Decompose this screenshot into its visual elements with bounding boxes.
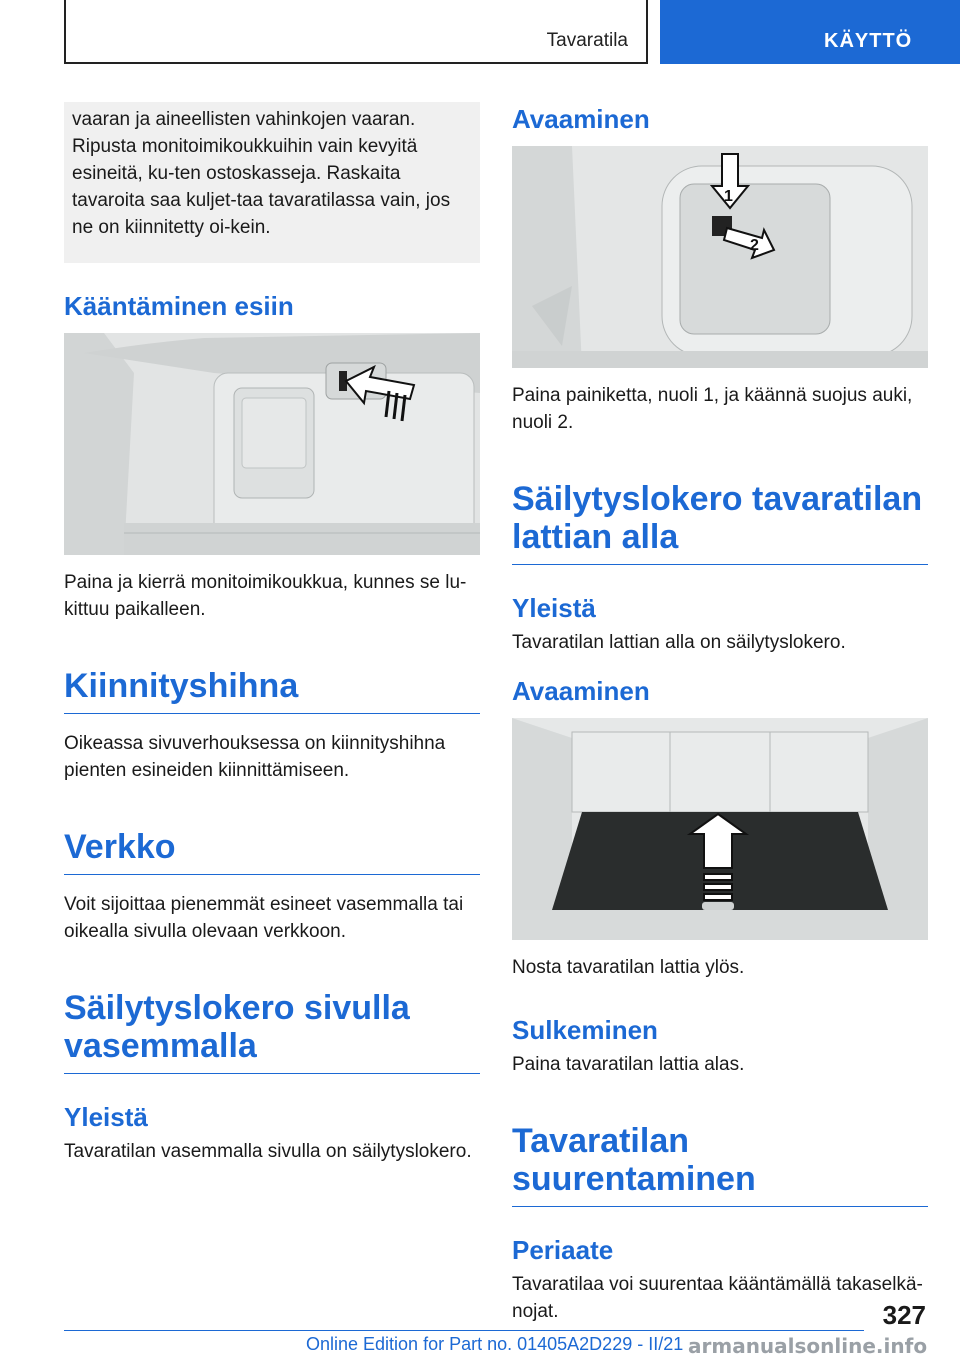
heading-floor-storage: Säilytyslokero tavaratilan lattian alla — [512, 480, 928, 565]
heading-opening-floor: Avaaminen — [512, 676, 650, 706]
header-frame — [64, 0, 648, 64]
heading-net: Verkko — [64, 828, 480, 875]
heading-principle: Periaate — [512, 1235, 614, 1265]
warning-note: vaaran ja aineellisten vahinkojen vaaran. Ripusta monitoimikoukkuihin vain kevyitä esineitä, ku-ten ostoskasseja. Raskaita tavaroita saa kuljet-taa tavaratilassa vain, jos ne on kiinnitetty oi-kein. — [64, 102, 480, 263]
figure-label-1: 1 — [724, 188, 733, 205]
heading-opening: Avaaminen — [512, 104, 650, 134]
heading-closing: Sulkeminen — [512, 1015, 658, 1045]
principle-text: Tavaratilaa voi suurentaa kääntämällä takaselkä-nojat. — [512, 1274, 923, 1322]
right-column — [512, 104, 928, 1333]
heading-side-storage: Säilytyslokero sivulla vasemmalla — [64, 989, 480, 1074]
general-text-right: Tavaratilan lattian alla on säilytyslokero. — [512, 632, 846, 653]
header-chapter-tab: KÄYTTÖ — [660, 0, 960, 64]
figure-label-2: 2 — [750, 237, 759, 254]
left-column — [64, 102, 480, 1173]
heading-enlarge: Tavaratilan suurentaminen — [512, 1122, 928, 1207]
strap-text: Oikeassa sivuverhouksessa on kiinnityshihna pienten esineiden kiinnittämiseen. — [64, 733, 446, 781]
watermark: armanualsonline.info — [688, 1334, 928, 1358]
footer-rule — [64, 1330, 864, 1331]
page-number: 327 — [882, 1300, 926, 1330]
opening-text: Paina painiketta, nuoli 1, ja käännä suojus auki, nuoli 2. — [512, 385, 913, 433]
header-section-title: Tavaratila — [546, 30, 628, 51]
heading-general-right: Yleistä — [512, 593, 596, 623]
net-text: Voit sijoittaa pienemmät esineet vasemmalla tai oikealla sivulla olevaan verkkoon. — [64, 894, 464, 942]
opening2-text: Nosta tavaratilan lattia ylös. — [512, 957, 745, 978]
heading-general-left: Yleistä — [64, 1102, 148, 1132]
figure-multi-hook — [64, 333, 480, 555]
closing-text: Paina tavaratilan lattia alas. — [512, 1054, 745, 1075]
general-text-left: Tavaratilan vasemmalla sivulla on säilytyslokero. — [64, 1141, 472, 1162]
figure-side-compartment — [512, 146, 928, 368]
heading-folding: Kääntäminen esiin — [64, 291, 294, 321]
footer-edition: Online Edition for Part no. 01405A2D229 - II/21 — [306, 1334, 684, 1354]
figure-floor-lift — [512, 718, 928, 940]
heading-strap: Kiinnityshihna — [64, 667, 480, 714]
folding-text: Paina ja kierrä monitoimikoukkua, kunnes se lu-kittuu paikalleen. — [64, 572, 467, 620]
